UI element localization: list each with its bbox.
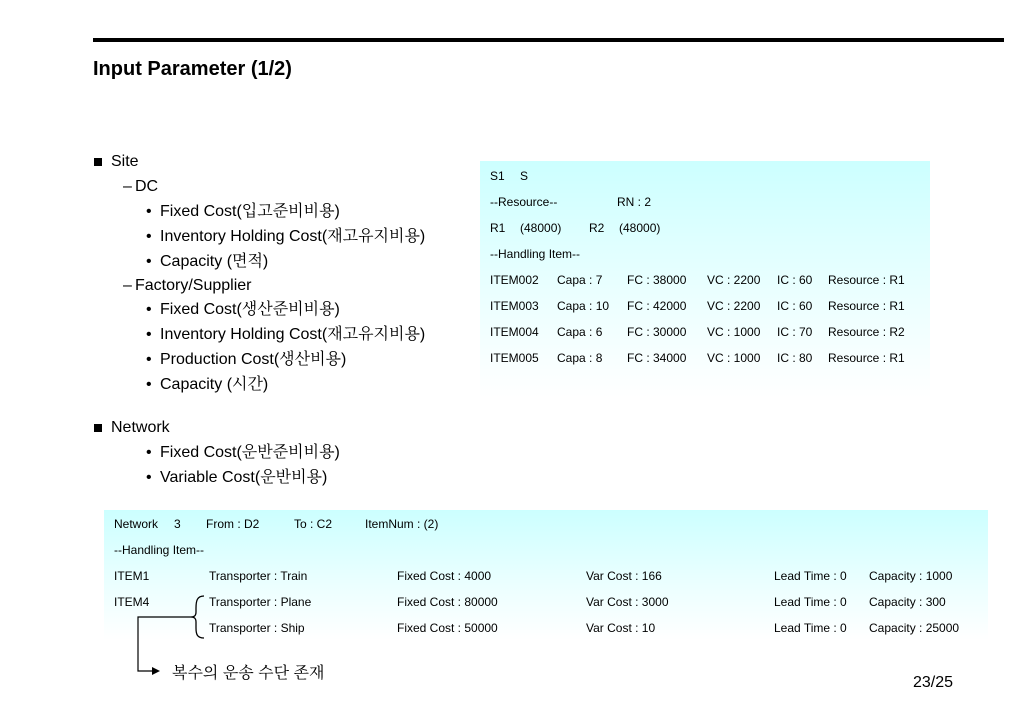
network-to: To : C2 (294, 517, 333, 531)
item-capa: Capa : 7 (557, 273, 603, 287)
row-capacity: Capacity : 300 (869, 595, 946, 609)
row-lead-time: Lead Time : 0 (774, 621, 847, 635)
bullet-dot-icon: • (146, 203, 152, 220)
outline-dc: DC (135, 178, 159, 195)
outline-site: Site (111, 153, 139, 170)
row-fixed-cost: Fixed Cost : 80000 (397, 595, 498, 609)
network-label: Network (114, 517, 159, 531)
outline-factory-item: Production Cost(생산비용) (160, 351, 347, 368)
outline-factory-item: Inventory Holding Cost(재고유지비용) (160, 326, 426, 343)
network-data-panel (104, 510, 988, 640)
row-item: ITEM1 (114, 569, 150, 583)
resource-capacity: (48000) (619, 221, 661, 235)
outline-network: Network (111, 419, 170, 436)
bullet-square-icon (94, 158, 102, 166)
resource-id: R2 (589, 221, 605, 235)
row-var-cost: Var Cost : 166 (586, 569, 662, 583)
item-resource: Resource : R1 (828, 273, 905, 287)
outline-factory-item: Fixed Cost(생산준비비용) (160, 301, 340, 318)
row-lead-time: Lead Time : 0 (774, 569, 847, 583)
resource-capacity: (48000) (520, 221, 562, 235)
outline-dc-item: Capacity (면적) (160, 253, 269, 270)
row-fixed-cost: Fixed Cost : 50000 (397, 621, 498, 635)
bullet-dot-icon: • (146, 326, 152, 343)
row-transporter: Transporter : Train (209, 569, 308, 583)
page-number: 23/25 (913, 674, 954, 691)
outline-dc-item: Inventory Holding Cost(재고유지비용) (160, 228, 426, 245)
outline-network-item: Variable Cost(운반비용) (160, 469, 328, 486)
bullet-dot-icon: • (146, 444, 152, 461)
resource-count: RN : 2 (617, 195, 652, 209)
row-var-cost: Var Cost : 10 (586, 621, 656, 635)
bullet-dot-icon: • (146, 253, 152, 270)
item-id: ITEM003 (490, 299, 539, 313)
item-ic: IC : 60 (777, 299, 813, 313)
item-vc: VC : 2200 (707, 299, 761, 313)
item-capa: Capa : 6 (557, 325, 603, 339)
item-fc: FC : 30000 (627, 325, 687, 339)
row-fixed-cost: Fixed Cost : 4000 (397, 569, 492, 583)
title-rule (93, 38, 1004, 42)
row-capacity: Capacity : 25000 (869, 621, 960, 635)
item-fc: FC : 42000 (627, 299, 687, 313)
handling-item-label: --Handling Item-- (490, 247, 581, 261)
bullet-dot-icon: • (146, 469, 152, 486)
outline-network-item: Fixed Cost(운반준비비용) (160, 444, 340, 461)
site-id: S1 (490, 169, 505, 183)
resource-id: R1 (490, 221, 506, 235)
bullet-dot-icon: • (146, 376, 152, 393)
item-fc: FC : 38000 (627, 273, 687, 287)
row-transporter: Transporter : Plane (209, 595, 312, 609)
item-id: ITEM004 (490, 325, 539, 339)
site-data-panel (480, 161, 930, 398)
outline-factory-item: Capacity (시간) (160, 376, 269, 393)
bullet-dot-icon: • (146, 228, 152, 245)
multi-transport-note: 복수의 운송 수단 존재 (172, 665, 325, 682)
outline-dc-item: Fixed Cost(입고준비비용) (160, 203, 340, 220)
network-item-num: ItemNum : (2) (365, 517, 439, 531)
row-item: ITEM4 (114, 595, 150, 609)
item-ic: IC : 60 (777, 273, 813, 287)
item-vc: VC : 1000 (707, 351, 761, 365)
dash-icon: – (123, 277, 132, 294)
slide-title: Input Parameter (1/2) (93, 58, 292, 80)
item-resource: Resource : R1 (828, 299, 905, 313)
item-resource: Resource : R1 (828, 351, 905, 365)
site-type: S (520, 169, 529, 183)
row-var-cost: Var Cost : 3000 (586, 595, 669, 609)
item-vc: VC : 1000 (707, 325, 761, 339)
row-transporter: Transporter : Ship (209, 621, 305, 635)
outline-factory: Factory/Supplier (135, 277, 252, 294)
bullet-dot-icon: • (146, 301, 152, 318)
item-vc: VC : 2200 (707, 273, 761, 287)
bullet-dot-icon: • (146, 351, 152, 368)
item-resource: Resource : R2 (828, 325, 905, 339)
item-id: ITEM002 (490, 273, 539, 287)
dash-icon: – (123, 178, 132, 195)
row-lead-time: Lead Time : 0 (774, 595, 847, 609)
item-capa: Capa : 10 (557, 299, 610, 313)
item-ic: IC : 80 (777, 351, 813, 365)
network-from: From : D2 (206, 517, 260, 531)
item-ic: IC : 70 (777, 325, 813, 339)
item-fc: FC : 34000 (627, 351, 687, 365)
arrow-head-icon (152, 667, 160, 675)
bullet-square-icon (94, 424, 102, 432)
item-capa: Capa : 8 (557, 351, 603, 365)
resource-label: --Resource-- (490, 195, 558, 209)
row-capacity: Capacity : 1000 (869, 569, 953, 583)
item-id: ITEM005 (490, 351, 539, 365)
handling-item-label: --Handling Item-- (114, 543, 205, 557)
network-id: 3 (174, 517, 181, 531)
